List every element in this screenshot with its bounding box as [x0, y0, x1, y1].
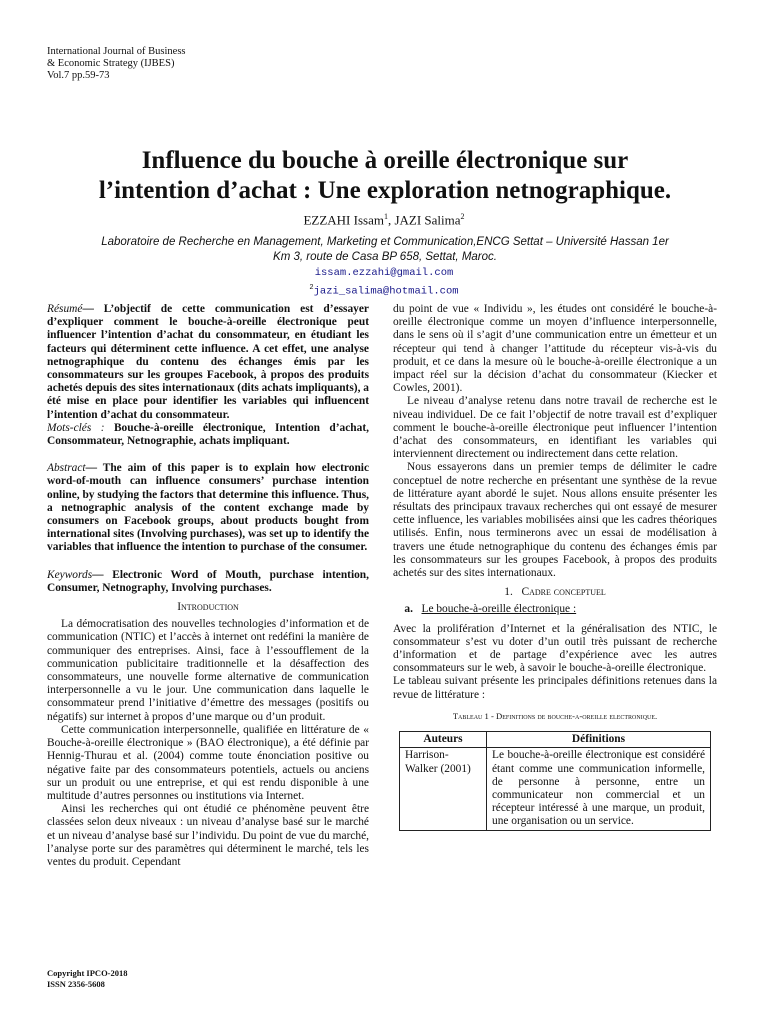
body-paragraph: Cette communication interpersonnelle, qualifiée en littérature de « Bouche-à-oreille électronique » (BAO électronique), a été définie par Hennig-Thurau et al. (2004) comme toute énonciation positive ou négative faite par des consommateurs potentiels, actuels ou anciens sur un produit ou une entreprise, et qui est rendu disponible à une multitude d’autres personnes ou institutions via Internet. [47, 723, 369, 802]
body-paragraph: Le tableau suivant présente les principales définitions retenues dans la revue de littérature : [393, 675, 717, 701]
email-link[interactable]: issam.ezzahi@gmail.com [314, 267, 454, 279]
journal-name-line1: International Journal of Business [47, 46, 186, 57]
subsection-title: Le bouche-à-oreille électronique : [421, 603, 577, 616]
title-line1: Influence du bouche à oreille électronique sur [141, 147, 629, 174]
copyright-text: Copyright IPCO-2018 [47, 968, 128, 978]
body-paragraph: Nous essayerons dans un premier temps de délimiter le cadre conceptuel de notre recherche en présentant une synthèse de la revue de littérature ayant abordé le sujet. Nous allons ensuite présenter les résultats des principaux travaux recherches qui ont essayé de mesurer cette influence, les variables mobilisées ainsi que les cadres théoriques utilisés. Enfin, nous terminerons avec un essai de modélisation à travers une étude netnographique du contenu des échanges émis par les consommateurs sur les groupes Facebook, à propos des produits achetés sur des sites internationaux. [393, 461, 717, 580]
author-superscript: 1 [383, 212, 388, 221]
keywords-paragraph [47, 569, 369, 595]
keywords-label: Keywords [47, 568, 93, 581]
email-superscript: 2 [309, 284, 314, 292]
subsection-heading [393, 603, 717, 616]
table-cell-definition: Le bouche-à-oreille électronique est considéré étant comme une communication informelle, de personne à personne, entre un communicateur non commercial et un récepteur intéressé à une marque, un produit, une organisation ou un service. [487, 748, 711, 830]
resume-paragraph [47, 303, 369, 422]
author-list [0, 212, 768, 228]
resume-label: Résumé [47, 303, 83, 315]
email-list [0, 266, 768, 300]
section-title: Cadre conceptuel [521, 586, 606, 599]
section-heading-cadre [393, 586, 717, 599]
definitions-table [399, 731, 711, 830]
column-header-authors: Auteurs [400, 732, 487, 748]
abstract-label: Abstract [47, 462, 86, 475]
keywords-text: — Electronic Word of Mouth, purchase intention, Consumer, Netnography, Involving purchases. [47, 568, 369, 594]
table-caption: Tableau 1 - Definitions de bouche-a-oreille electronique. [452, 710, 658, 721]
affiliation-line1: Laboratoire de Recherche en Management, Marketing et Communication,ENCG Settat – Université Hassan 1er [101, 236, 669, 248]
journal-volume: Vol.7 pp.59-73 [47, 70, 110, 81]
column-header-definitions: Définitions [487, 732, 711, 748]
mots-cles-paragraph [47, 422, 369, 448]
body-paragraph: du point de vue « Individu », les études ont considéré le bouche-à-oreille électronique comme un moyen d’influence interpersonnelle, dans le sens où il s’agit d’une communication entre un émetteur et un récepteur qui tend à changer l’attitude du récepteur vis-à-vis du produit, et ce dans la mesure où le bouche-à-oreille électronique a un impact réel sur la décision d’achat du consommateur (Kiecker et Cowles, 2001). [393, 303, 717, 395]
abstract-paragraph [47, 462, 369, 554]
affiliation [60, 235, 710, 265]
title-line2: l’intention d’achat : Une exploration netnographique. [98, 177, 672, 204]
table-header-row [400, 732, 711, 748]
right-column [393, 303, 717, 831]
issn-text: ISSN 2356-5608 [47, 979, 105, 989]
body-paragraph: Ainsi les recherches qui ont étudié ce phénomène peuvent être classées selon deux niveaux : un niveau d’analyse basé sur le marché et un niveau d’analyse basé sur l’individu. Du point de vue du marché, l’analyse porte sur des paramètres qui déterminent le marché, tels les ventes du produit. Cependant [47, 803, 370, 868]
author-name: JAZI Salima [394, 212, 461, 228]
subsection-letter: a. [404, 603, 413, 616]
table-row [400, 748, 711, 830]
section-heading-introduction: Introduction [177, 601, 239, 614]
author-name: EZZAHI Issam [303, 212, 384, 228]
body-paragraph: La démocratisation des nouvelles technologies d’information et de communication (NTIC) et l’accès à internet ont redéfini la manière de communiquer des entreprises. Ainsi, face à l’essoufflement de la communication publicitaire traditionnelle et la désaffection des consommateurs, une nouvelle forme alternative de communication interpersonnelle a vu le jour. Une communication dans laquelle le consommateur prend l’initiative d’émettre des messages (positifs ou négatifs) sur internet à propos d’une marque ou d’un produit. [47, 618, 369, 723]
mots-cles-label: Mots-clés : [47, 421, 105, 434]
resume-text: — L’objectif de cette communication est d’essayer d’expliquer comment le bouche-à-oreille électronique peut influencer l’intention d’achat du consommateur, en étudiant les facteurs qui déterminent cette influence. A cet effet, une analyse netnographique du contenu des échanges émis par les consommateurs sur les groupes Facebook, à propos des produits achetés depuis des sites internationaux (dits achats impliquants), a été mise en place pour identifier les variables qui influencent l’intention d’achat du consommateur. [47, 303, 369, 421]
journal-name-line2: & Economic Strategy (IJBES) [47, 58, 175, 69]
affiliation-line2: Km 3, route de Casa BP 658, Settat, Maroc. [273, 251, 497, 263]
author-separator: , [387, 212, 395, 228]
author-superscript: 2 [460, 212, 465, 221]
page-footer [47, 968, 128, 990]
table-cell-author: Harrison-Walker (2001) [400, 748, 487, 830]
left-column [47, 303, 369, 869]
body-paragraph: Avec la prolifération d’Internet et la généralisation des NTIC, le consommateur s’est vu doter d’un outil très puissant de recherche d’information et de partage d’expérience avec les autres consommateurs sur le web, à savoir le bouche-à-oreille électronique. [393, 622, 717, 675]
section-number: 1. [504, 586, 513, 599]
paper-title [40, 146, 730, 206]
email-link[interactable]: jazi_salima@hotmail.com [313, 285, 459, 298]
abstract-text: — The aim of this paper is to explain how electronic word-of-mouth can influence consumers’ purchase intention online, by studying the factors that determine this influence. Thus, a netnographic analysis of the content exchange made by consumers on Facebook groups, about products bought from international sites (Involving purchases), was set up to identify the variables that influence the intention to purchase of the consumer. [47, 462, 369, 554]
journal-header [47, 46, 186, 82]
mots-cles-text: Bouche-à-oreille électronique, Intention d’achat, Consommateur, Netnographie, achats impliquant. [47, 421, 369, 448]
body-paragraph: Le niveau d’analyse retenu dans notre travail de recherche est le niveau individuel. De ce fait l’objectif de notre travail est d’expliquer comment le bouche-à-oreille électronique peut influencer l’intention d’achat des consommateurs, en identifiant les variables qui interviennent directement ou indirectement dans cette relation. [393, 395, 717, 461]
